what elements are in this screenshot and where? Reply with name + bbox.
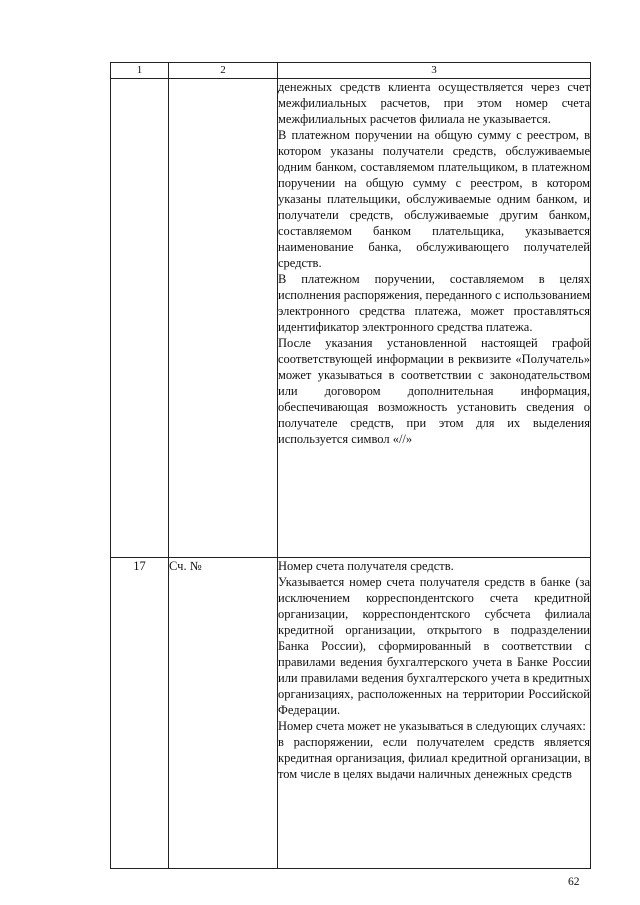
row-number-cell <box>111 79 169 558</box>
row-code-cell: Сч. № <box>169 558 278 869</box>
description-paragraph: денежных средств клиента осуществляется через счет межфилиальных расчетов, при этом номер счета межфилиальных расчетов филиала не указывается. <box>278 80 590 126</box>
page-number: 62 <box>568 876 580 888</box>
header-col-1: 1 <box>111 63 169 79</box>
description-paragraph: После указания установленной настоящей графой соответствующей информации в реквизите «Получатель» может указываться в соответствии с законодательством или договором дополнительная информация, обеспечивающая возможность установить сведения о получателе средств, при этом для их выделения используется символ «//» <box>278 336 590 446</box>
row-number-cell: 17 <box>111 558 169 869</box>
requisites-table <box>110 62 591 869</box>
description-paragraph: Указывается номер счета получателя средств в банке (за исключением корреспондентского счета кредитной организации, корреспондентского субсчета филиала кредитной организации, открытого в подразделении Банка России), сформированный в соответствии с правилами ведения бухгалтерского учета в Банке России или правилами ведения бухгалтерского учета в кредитных организациях, расположенных на территории Российской Федерации. <box>278 575 590 717</box>
table-row <box>111 558 591 869</box>
header-col-2: 2 <box>169 63 278 79</box>
row-code-cell <box>169 79 278 558</box>
description-paragraph: В платежном поручении на общую сумму с реестром, в котором указаны получатели средств, обслуживаемые одним банком, составляемом плательщиком, в платежном поручении на общую сумму с реестром, в котором указаны плательщики, обслуживаемые одним банком, и получатели средств, обслуживаемые другим банком, составляемом банком плательщика, указывается наименование банка, обслуживающего получателей средств. <box>278 128 590 270</box>
row-description-cell <box>278 558 591 869</box>
table-row <box>111 79 591 558</box>
table-header-row <box>111 63 591 79</box>
description-paragraph: Номер счета может не указываться в следующих случаях: <box>278 719 586 733</box>
row-description-cell <box>278 79 591 558</box>
header-col-3: 3 <box>278 63 591 79</box>
description-paragraph: В платежном поручении, составляемом в целях исполнения распоряжения, переданного с использованием электронного средства платежа, может проставляться идентификатор электронного средства платежа. <box>278 272 590 334</box>
description-paragraph: Номер счета получателя средств. <box>278 559 454 573</box>
description-paragraph: в распоряжении, если получателем средств является кредитная организация, филиал кредитной организации, в том числе в целях выдачи наличных денежных средств <box>278 735 590 781</box>
